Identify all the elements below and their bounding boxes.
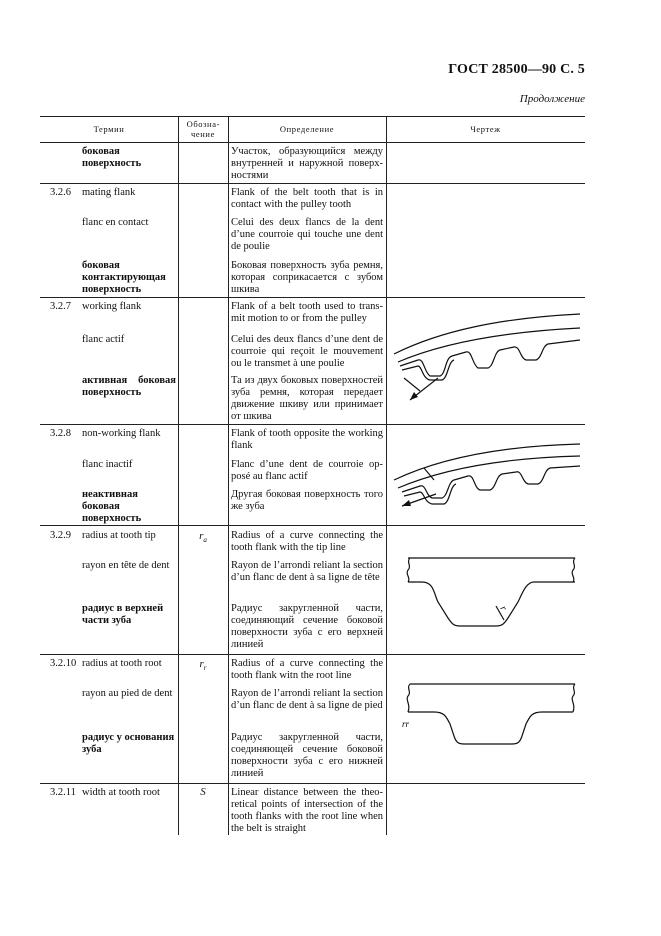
definition-ru: Радиус закругленной части, соединяющий сечение боковой поверхности зуба с его верхней линией [231,603,383,650]
column-header-definition: Определение [279,124,335,134]
document-reference: ГОСТ 28500—90 С. 5 [448,62,585,77]
term-number: 3.2.10 [50,658,77,669]
non-working-flank-drawing [390,428,585,524]
term-fr: rayon en tête de dent [82,560,170,571]
definition-ru: Радиус закругленной части, соединяющей сечение боковой поверхности зуба с его нижней линией [231,732,383,779]
radius-label: r [497,604,509,613]
definition-en: Flank of tooth opposite the working flank [231,428,383,451]
working-flank-drawing [390,296,585,422]
definition-fr: Celui des deux flancs de la dent d’une courroie qui touche une dent de poulie [231,217,383,252]
definition-en: Flank of the belt tooth that is in contact with the pulley tooth [231,187,383,210]
definition-en: Radius of a curve connecting the tooth flank with the tip line [231,530,383,553]
term-ru: боковая контактирующая поверхность [82,260,166,295]
column-header-designation: Обозначение [186,119,220,139]
radius-label: rr [402,719,410,729]
term-ru: радиус в верхней части зуба [82,603,164,626]
term-en: radius at tooth tip [82,530,156,541]
term-en: mating flank [82,187,136,198]
definition-fr: Celui des deux flancs d’une dent de courroie qui reçoit le mouvement ou le transmet à une poulie [231,334,383,369]
definition-fr: Rayon de l’arrondi reliant la section d’un flanc de dent à sa ligne de pied [231,688,383,711]
row-divider [40,783,585,784]
term-fr: flanc actif [82,334,125,345]
row-divider [40,183,585,184]
definition-ru: Другая боковая поверхность того же зуба [231,489,383,512]
term-ru: неактивная боковая поверхность [82,489,142,524]
designation-symbol: $r_a$ [199,530,207,545]
designation-symbol: S [200,786,206,798]
row-divider [40,424,585,425]
definition-ru: Боковая поверхность зуба ремня, которая соприкасается с зубом шкива [231,260,383,295]
definition-ru: Участок, образующийся между внутренней и наружной поверхностями [231,146,383,181]
definition-en: Radius of a curve connecting the tooth flank witn the root line [231,658,383,681]
term-fr: flanc en contact [82,217,149,228]
term-fr: flanc inactif [82,459,133,470]
definition-ru: Та из двух боковых поверхностей зуба ремня, которая передает движение шкиву или принимает от шкива [231,375,383,422]
term-fr: rayon au pied de dent [82,688,173,699]
tooth-tip-radius-drawing [400,556,580,646]
definition-fr: Rayon de l’arrondi reliant la section d’un flanc de dent à sa ligne de tête [231,560,383,583]
term-en: width at tooth root [82,787,160,798]
tooth-root-radius-drawing [400,682,580,748]
row-divider [40,654,585,655]
term-number: 3.2.6 [50,187,71,198]
term-number: 3.2.11 [50,787,76,798]
row-divider [40,525,585,526]
term-en: non-working flank [82,428,161,439]
column-rule [178,116,179,835]
definition-en: Linear distance between the theoretical points of intersection of the tooth flanks with the root line when the belt is straight [231,787,383,834]
term-number: 3.2.8 [50,428,71,439]
term-ru: активная боковая поверхность [82,375,176,398]
term-en: working flank [82,301,142,312]
column-header-term: Термин [93,124,125,134]
term-en: radius at tooth root [82,658,162,669]
designation-symbol: $r_r$ [199,658,207,673]
term-number: 3.2.9 [50,530,71,541]
column-header-drawing: Чертеж [470,124,501,134]
term-ru: радиус у основания зуба [82,732,175,755]
continuation-label: Продолжение [519,93,585,105]
term-number: 3.2.7 [50,301,71,312]
definition-en: Flank of a belt tooth used to transmit motion to or from the pulley [231,301,383,324]
table-head-rule [40,142,585,143]
definition-fr: Flanc d’une dent de courroie opposé au flanc actif [231,459,383,482]
column-rule [386,116,387,835]
term-ru: боковая поверхность [82,146,142,169]
column-rule [228,116,229,835]
